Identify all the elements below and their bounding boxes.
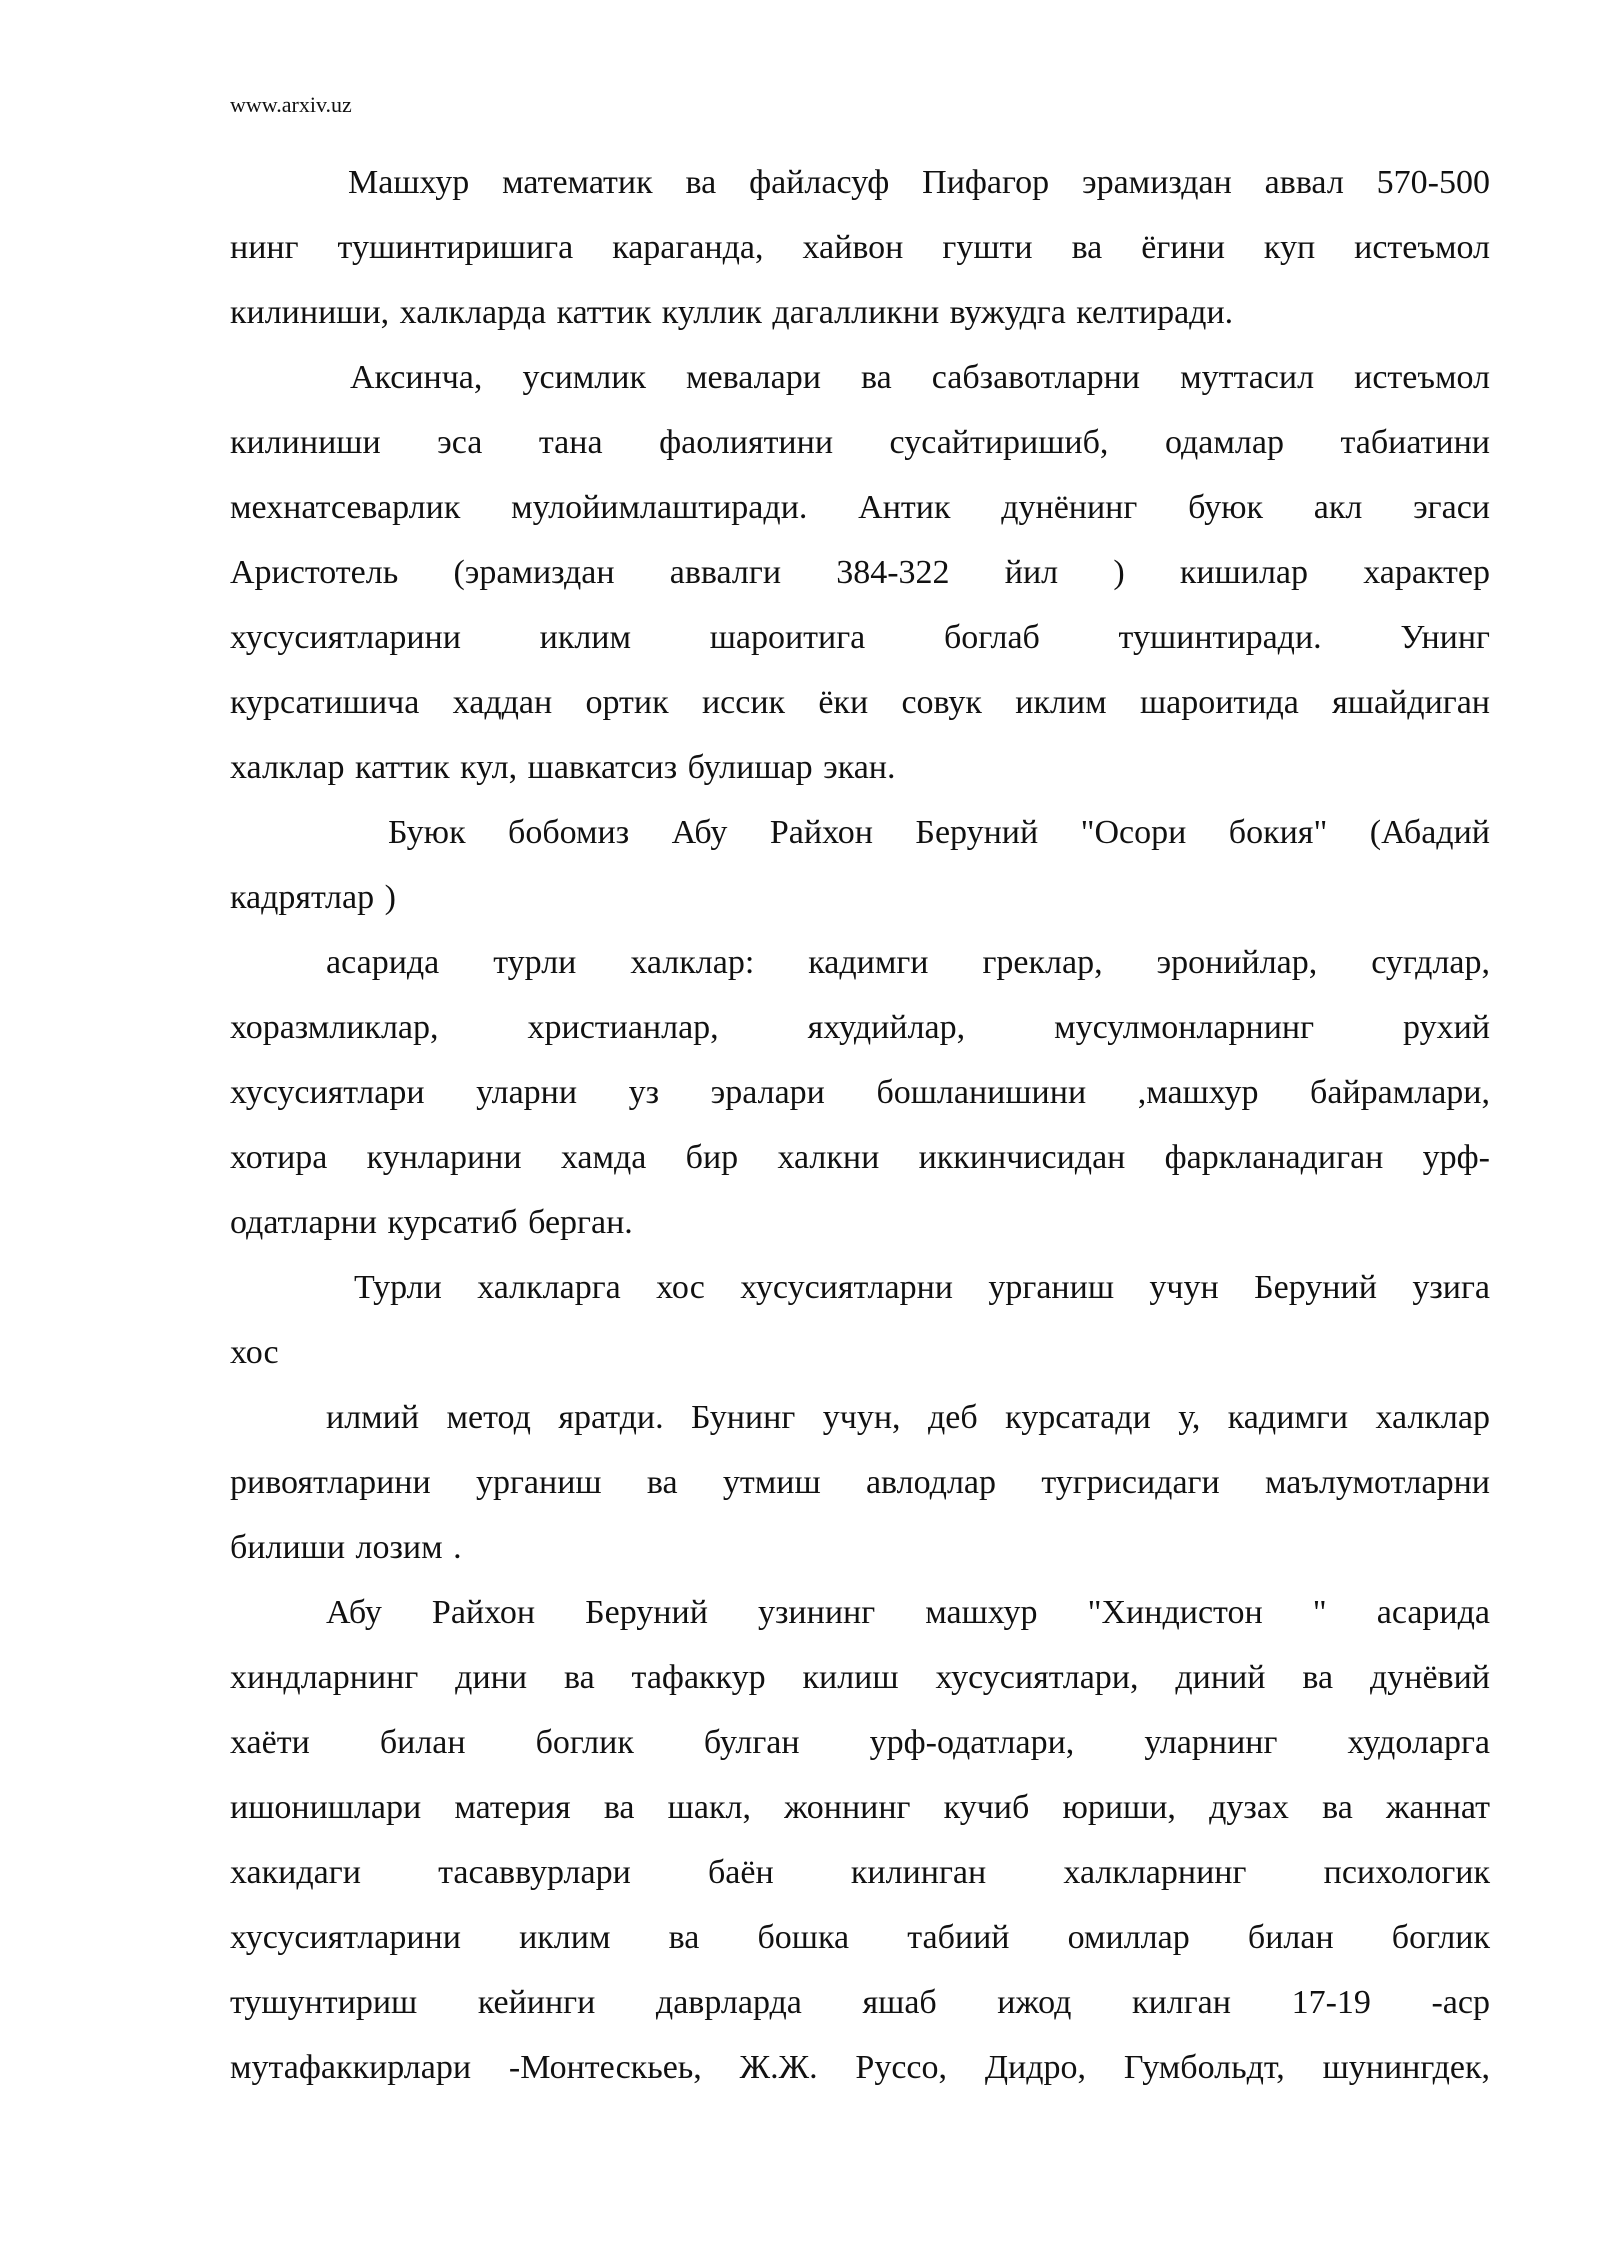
text-line: Буюк бобомиз Абу Райхон Беруний "Осори бокия" (Абадий [388,814,1490,851]
text-line: билиши лозим . [230,1529,462,1566]
text-line: хос [230,1334,279,1371]
text-line: Турли халкларга хос хусусиятларни урганиш учун Беруний узига [354,1269,1490,1306]
text-line: хотира кунларини хамда бир халкни иккинчисидан фаркланадиган урф- [230,1139,1490,1176]
document-body [230,150,1490,2100]
text-line: хусусиятларини иклим ва бошка табиий омиллар билан боглик [230,1919,1490,1956]
text-line: Машхур математик ва файласуф Пифагор эрамиздан аввал 570-500 [348,164,1490,201]
source-url: www.arxiv.uz [230,92,352,117]
text-line: хусусиятларини иклим шароитига боглаб тушинтиради. Унинг [230,619,1490,656]
text-line: хоразмликлар, христианлар, яхудийлар, мусулмонларнинг рухий [230,1009,1490,1046]
text-line: одатларни курсатиб берган. [230,1204,633,1241]
text-line: ривоятларини урганиш ва утмиш авлодлар тугрисидаги маълумотларни [230,1464,1490,1501]
text-line: ишонишлари материя ва шакл, жоннинг кучиб юриши, дузах ва жаннат [230,1789,1490,1826]
text-line: нинг тушинтиришига караганда, хайвон гушти ва ёгини куп истеъмол [230,229,1490,266]
text-line: тушунтириш кейинги даврларда яшаб ижод килган 17-19 -аср [230,1984,1490,2021]
text-line: хаёти билан боглик булган урф-одатлари, уларнинг худоларга [230,1724,1490,1761]
text-line: илмий метод яратди. Бунинг учун, деб курсатади у, кадимги халклар [326,1399,1490,1436]
text-line: хусусиятлари уларни уз эралари бошланишини ,машхур байрамлари, [230,1074,1490,1111]
text-line: мутафаккирлари -Монтескьеь, Ж.Ж. Руссо, Дидро, Гумбольдт, шунингдек, [230,2049,1490,2086]
text-line: Аксинча, усимлик мевалари ва сабзавотларни муттасил истеъмол [350,359,1490,396]
text-line: килиниши эса тана фаолиятини сусайтиришиб, одамлар табиатини [230,424,1490,461]
text-line: мехнатсеварлик мулойимлаштиради. Антик дунёнинг буюк акл эгаси [230,489,1490,526]
text-line: халклар каттик кул, шавкатсиз булишар экан. [230,749,896,786]
text-line: Абу Райхон Беруний узининг машхур "Хиндистон " асарида [326,1594,1490,1631]
text-line: Аристотель (эрамиздан аввалги 384-322 йил ) кишилар характер [230,554,1490,591]
text-line: кадрятлар ) [230,879,396,916]
text-line: курсатишича хаддан ортик иссик ёки совук иклим шароитида яшайдиган [230,684,1490,721]
text-line: хакидаги тасаввурлари баён килинган халкларнинг психологик [230,1854,1490,1891]
text-line: хиндларнинг дини ва тафаккур килиш хусусиятлари, диний ва дунёвий [230,1659,1490,1696]
text-line: асарида турли халклар: кадимги греклар, эронийлар, сугдлар, [326,944,1490,981]
text-line: килиниши, халкларда каттик куллик дагалликни вужудга келтиради. [230,294,1234,331]
